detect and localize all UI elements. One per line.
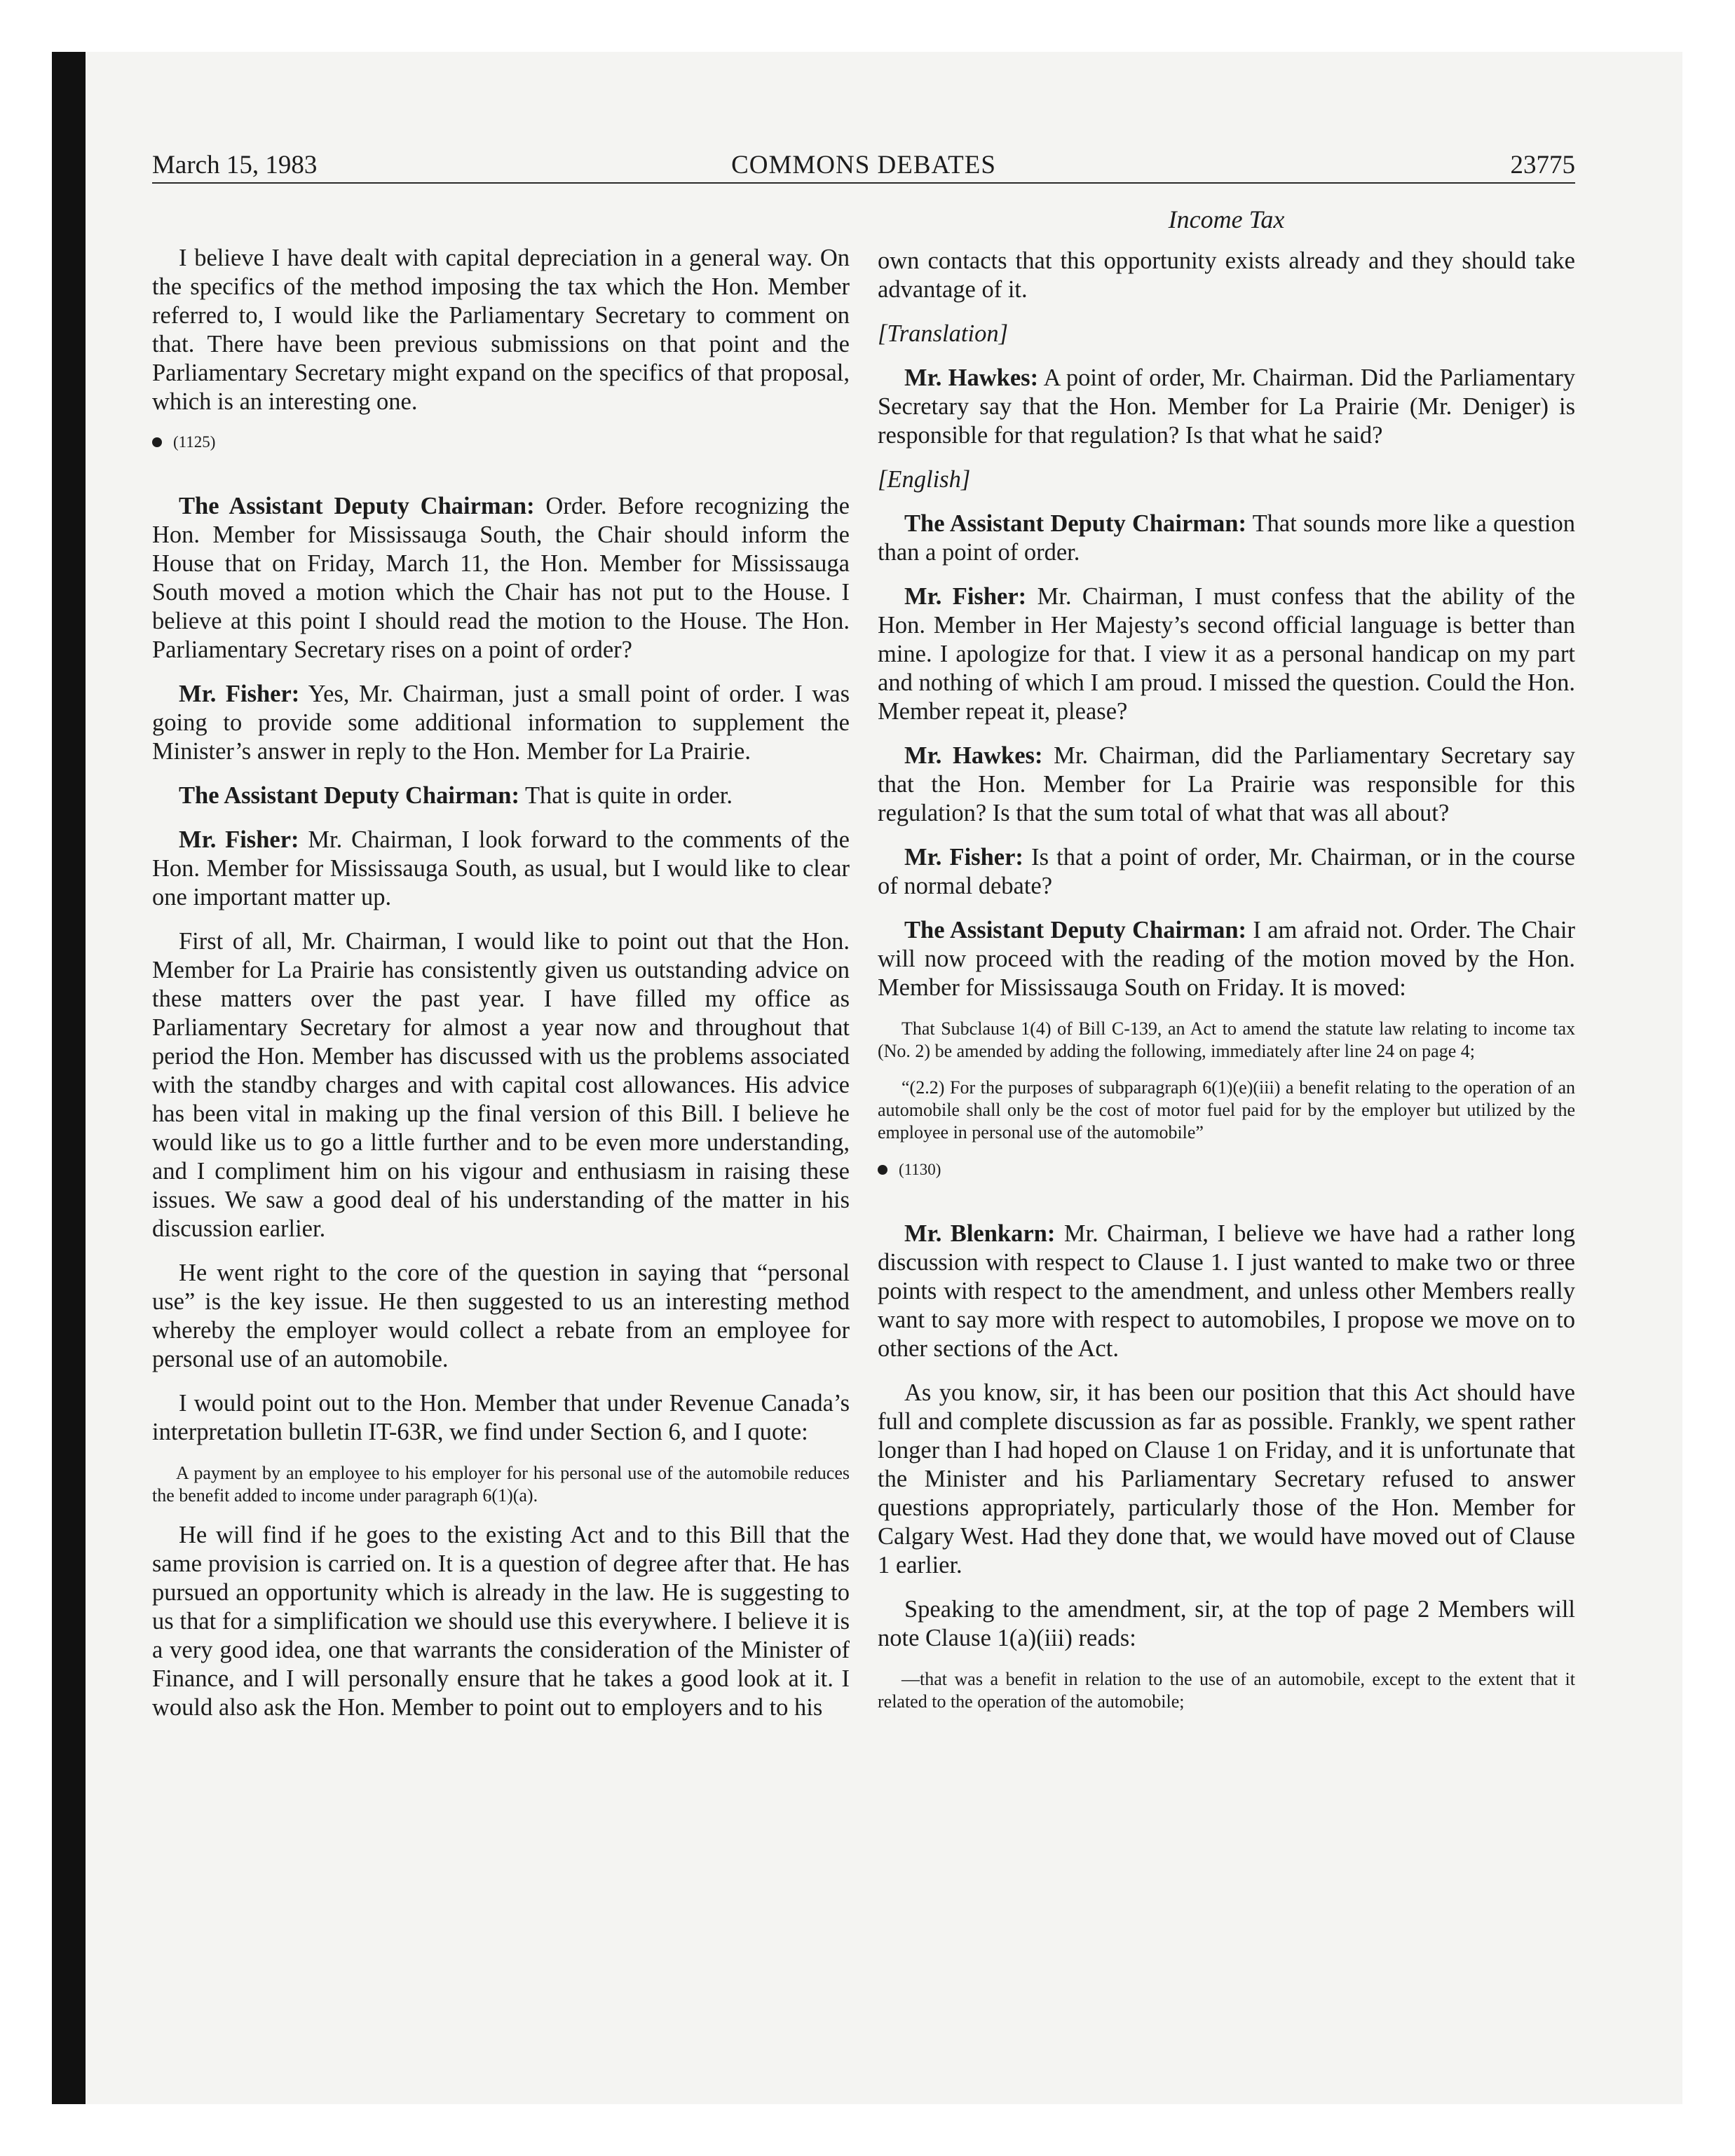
speech-text: Mr. Chairman, I believe we have had a rather long discussion with respect to Clause 1. I just wanted to make two or three points with respect to the amendment, and unless other Members really want to say more with respect to automobiles, I propose we move on to other sections of the Act. bbox=[878, 1220, 1575, 1362]
speech-text: Is that a point of order, Mr. Chairman, or in the course of normal debate? bbox=[878, 844, 1575, 899]
speech-text: Order. Before recognizing the Hon. Member for Mississauga South, the Chair should inform the House that on Friday, March 11, the Hon. Member for Mississauga South moved a motion which the Chair has not put to the House. I believe at this point I should read the motion to the House. The Hon. Parliamentary Secretary rises on a point of order? bbox=[152, 493, 850, 663]
block-quote: That Subclause 1(4) of Bill C-139, an Act to amend the statute law relating to income tax (No. 2) be amended by adding the following, immediately after line 24 on page 4; bbox=[878, 1018, 1575, 1061]
speech-paragraph bbox=[878, 364, 1575, 450]
speaker-name: The Assistant Deputy Chairman: bbox=[179, 782, 519, 809]
header-date: March 15, 1983 bbox=[152, 151, 318, 179]
paragraph: He will find if he goes to the existing Act and to this Bill that the same provision is carried on. It is a question of degree after that. He has pursued an opportunity which is already in the law. He is suggesting to us that for a simplification we should use this everywhere. I believe it is a very good idea, one that warrants the consideration of the Minister of Finance, and I will personally ensure that he takes a good look at it. I would also ask the Hon. Member to point out to employers and to his bbox=[152, 1522, 850, 1721]
time-marker bbox=[152, 432, 850, 453]
speech-paragraph bbox=[152, 680, 850, 766]
speech-paragraph bbox=[152, 782, 850, 810]
paragraph: I would point out to the Hon. Member that under Revenue Canada’s interpretation bulletin IT-63R, we find under Section 6, and I quote: bbox=[152, 1390, 850, 1445]
language-note: [English] bbox=[878, 466, 971, 493]
speech-text: A point of order, Mr. Chairman. Did the Parliamentary Secretary say that the Hon. Member for La Prairie (Mr. Deniger) is responsible for that regulation? Is that what he said? bbox=[878, 364, 1576, 449]
paragraph: First of all, Mr. Chairman, I would like to point out that the Hon. Member for La Prairie has consistently given us outstanding advice on these matters over the past year. I have filled my office as Parliamentary Secretary for almost a year now and throughout that period the Hon. Member has discussed with us the problems associated with the standby charges and with capital cost allowances. His advice has been vital in making up the final version of this Bill. I believe he would like us to go a little further and to be even more understanding, and I compliment him on his vigour and enthusiasm in raising these issues. We saw a good deal of his understanding of the matter in his discussion earlier. bbox=[152, 928, 850, 1242]
speech-text: Mr. Chairman, did the Parliamentary Secretary say that the Hon. Member for La Prairie was responsible for this regulation? Is that the sum total of what that was all about? bbox=[878, 742, 1575, 826]
speech-text: Mr. Chairman, I must confess that the ability of the Hon. Member in Her Majesty’s second official language is better than mine. I apologize for that. I view it as a personal handicap on my part and nothing of which I am proud. I missed the question. Could the Hon. Member repeat it, please? bbox=[878, 583, 1575, 725]
paragraph: Speaking to the amendment, sir, at the top of page 2 Members will note Clause 1(a)(iii) reads: bbox=[878, 1596, 1575, 1651]
continued-paragraph: own contacts that this opportunity exists already and they should take advantage of it. bbox=[878, 247, 1575, 303]
time-marker-text: (1125) bbox=[173, 433, 216, 451]
speaker-name: The Assistant Deputy Chairman: bbox=[904, 917, 1247, 943]
speech-text: Yes, Mr. Chairman, just a small point of order. I was going to provide some additional information to supplement the Minister’s answer in reply to the Hon. Member for La Prairie. bbox=[152, 681, 850, 765]
speech-paragraph bbox=[152, 826, 850, 912]
speaker-name: Mr. Fisher: bbox=[904, 844, 1023, 871]
left-column bbox=[152, 244, 850, 1738]
block-quote: —that was a benefit in relation to the use of an automobile, except to the extent that it related to the operation of the automobile; bbox=[878, 1669, 1575, 1712]
running-head bbox=[152, 149, 1575, 182]
scan-edge-shadow bbox=[52, 52, 86, 2104]
header-page-number: 23775 bbox=[1510, 151, 1575, 179]
speaker-name: Mr. Fisher: bbox=[179, 826, 299, 853]
speech-text: I am afraid not. Order. The Chair will now proceed with the reading of the motion moved by the Hon. Member for Mississauga South on Friday. It is moved: bbox=[878, 917, 1576, 1001]
speech-paragraph bbox=[878, 916, 1575, 1002]
speech-paragraph bbox=[878, 843, 1575, 901]
bullet-icon bbox=[878, 1165, 887, 1175]
speech-text: That sounds more like a question than a point of order. bbox=[878, 510, 1575, 566]
block-quote: “(2.2) For the purposes of subparagraph 6(1)(e)(iii) a benefit relating to the operation of an automobile shall only be the cost of motor fuel paid for by the employer but utilized by the employee in personal use of the automobile” bbox=[878, 1077, 1575, 1142]
time-marker bbox=[878, 1159, 1575, 1180]
speech-paragraph bbox=[878, 582, 1575, 726]
speech-paragraph bbox=[878, 1220, 1575, 1363]
block-quote: A payment by an employee to his employer for his personal use of the automobile reduces the benefit added to income under paragraph 6(1)(a). bbox=[152, 1463, 850, 1506]
speech-paragraph bbox=[878, 510, 1575, 567]
paragraph: I believe I have dealt with capital depreciation in a general way. On the specifics of the method imposing the tax which the Hon. Member referred to, I would like the Parliamentary Secretary to comment on that. There have been previous submissions on that point and the Parliamentary Secretary might expand on the specifics of that proposal, which is an interesting one. bbox=[152, 245, 850, 415]
paragraph: As you know, sir, it has been our position that this Act should have full and complete discussion as far as possible. Frankly, we spent rather longer than I had hoped on Clause 1 on Friday, and it is unfortunate that the Minister and his Parliamentary Secretary refused to answer questions appropriately, particularly those of the Hon. Member for Calgary West. Had they done that, we would have moved out of Clause 1 earlier. bbox=[878, 1379, 1575, 1578]
bullet-icon bbox=[152, 437, 162, 447]
paragraph: He went right to the core of the question in saying that “personal use” is the key issue. He then suggested to us an interesting method whereby the employer would collect a rebate from an employee for personal use of an automobile. bbox=[152, 1260, 850, 1372]
speech-paragraph bbox=[878, 742, 1575, 828]
time-marker-text: (1130) bbox=[899, 1161, 941, 1178]
speaker-name: Mr. Fisher: bbox=[179, 681, 300, 707]
section-title: Income Tax bbox=[1168, 205, 1285, 233]
speaker-name: Mr. Hawkes: bbox=[904, 364, 1039, 391]
right-column bbox=[878, 247, 1575, 1727]
header-publication: COMMONS DEBATES bbox=[731, 151, 996, 179]
speaker-name: The Assistant Deputy Chairman: bbox=[179, 493, 535, 519]
speaker-name: Mr. Blenkarn: bbox=[904, 1220, 1056, 1247]
speech-paragraph bbox=[152, 492, 850, 664]
header-rule bbox=[152, 182, 1575, 184]
speech-text: That is quite in order. bbox=[519, 782, 733, 809]
speaker-name: Mr. Hawkes: bbox=[904, 742, 1043, 769]
speaker-name: The Assistant Deputy Chairman: bbox=[904, 510, 1246, 537]
speech-text: Mr. Chairman, I look forward to the comments of the Hon. Member for Mississauga South, as usual, but I would like to clear one important matter up. bbox=[152, 826, 850, 910]
language-note: [Translation] bbox=[878, 320, 1008, 347]
speaker-name: Mr. Fisher: bbox=[904, 583, 1027, 610]
